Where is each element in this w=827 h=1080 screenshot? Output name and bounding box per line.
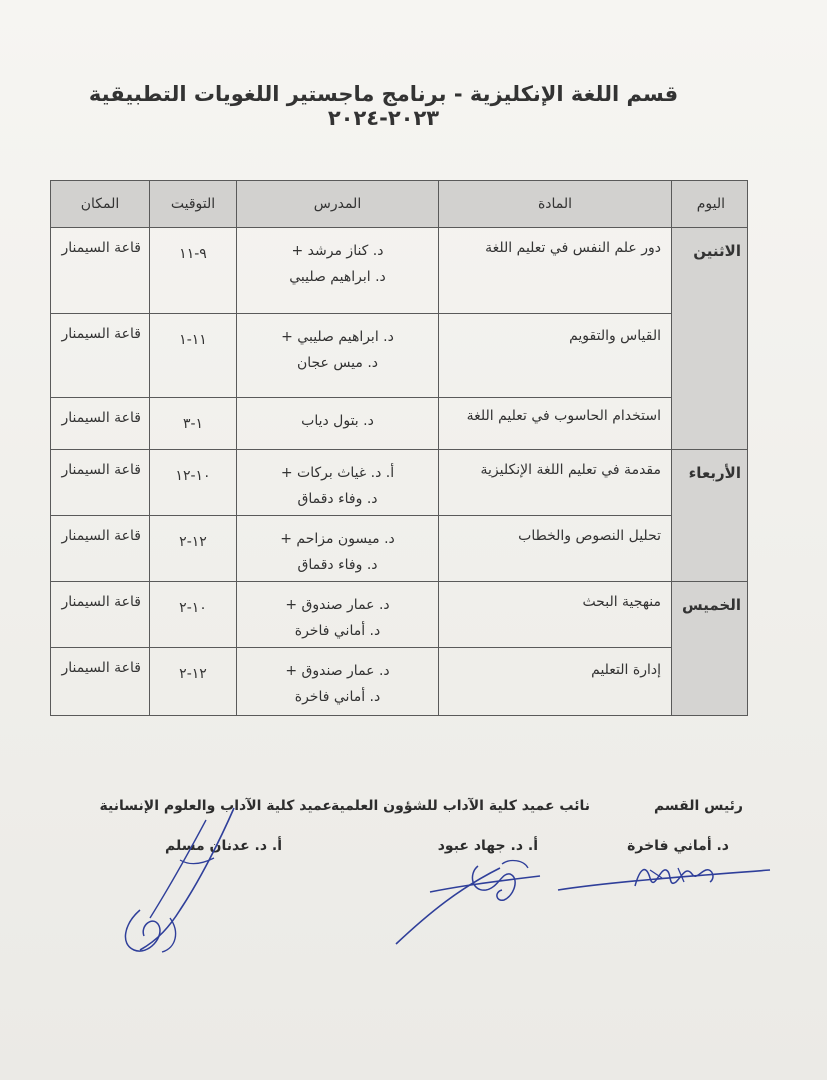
instructor-cell (237, 582, 439, 648)
instructor-line: د. ابراهيم صليبي + (281, 329, 394, 345)
instructor-line: د. عمار صندوق + (285, 663, 390, 679)
instructor-cell (237, 450, 439, 516)
schedule-table (50, 180, 748, 716)
place-cell: قاعة السيمنار (51, 228, 150, 314)
instructor-line: د. ميسون مزاحم + (280, 531, 395, 547)
time-cell: ١٢-٢ (150, 516, 237, 582)
instructor-line: د. وفاء دقماق (297, 491, 378, 507)
table-row (51, 228, 748, 314)
subject-cell: منهجية البحث (439, 582, 672, 648)
place-cell: قاعة السيمنار (51, 314, 150, 398)
head-title: رئيس القسم (653, 798, 743, 814)
subject-cell: تحليل النصوص والخطاب (439, 516, 672, 582)
document-title: قسم اللغة الإنكليزية - برنامج ماجستير اللغويات التطبيقية ٢٠٢٣-٢٠٢٤ (88, 82, 679, 130)
instructor-line: د. أماني فاخرة (294, 623, 381, 639)
time-cell: ١١-١ (150, 314, 237, 398)
instructor-line: د. كناز مرشد + (291, 243, 384, 259)
place-cell: قاعة السيمنار (51, 398, 150, 450)
instructor-line: د. ميس عجان (296, 355, 379, 371)
time-cell: ١-٣ (150, 398, 237, 450)
header-place: المكان (51, 181, 150, 228)
head-name: د. أماني فاخرة (627, 838, 729, 854)
subject-cell: دور علم النفس في تعليم اللغة (439, 228, 672, 314)
vice-dean-title: نائب عميد كلية الآداب للشؤون العلمية (331, 798, 590, 814)
header-instructor: المدرس (237, 181, 439, 228)
place-cell: قاعة السيمنار (51, 450, 150, 516)
place-cell: قاعة السيمنار (51, 516, 150, 582)
day-cell-wednesday: الأربعاء (672, 450, 748, 582)
subject-cell: مقدمة في تعليم اللغة الإنكليزية (439, 450, 672, 516)
place-cell: قاعة السيمنار (51, 582, 150, 648)
instructor-line: د. أماني فاخرة (294, 689, 381, 705)
instructor-cell (237, 398, 439, 450)
subject-cell: القياس والتقويم (439, 314, 672, 398)
instructor-line: أ. د. غياث بركات + (280, 465, 395, 481)
table-row (51, 582, 748, 648)
time-cell: ١٠-٢ (150, 582, 237, 648)
vice-dean-name: أ. د. جهاد عبود (437, 838, 538, 854)
time-cell: ١٠-١٢ (150, 450, 237, 516)
dean-signature-scribble (110, 800, 250, 960)
day-cell-monday: الاثنين (672, 228, 748, 450)
subject-cell: استخدام الحاسوب في تعليم اللغة (439, 398, 672, 450)
table-row (51, 398, 748, 450)
header-subject: المادة (439, 181, 672, 228)
table-row (51, 516, 748, 582)
header-time: التوقيت (150, 181, 237, 228)
head-signature-scribble (550, 848, 780, 898)
instructor-cell (237, 648, 439, 716)
header-day: اليوم (672, 181, 748, 228)
instructor-line: د. بتول دياب (301, 413, 374, 429)
vice-dean-signature-scribble (390, 852, 550, 952)
instructor-cell (237, 516, 439, 582)
table-header-row (51, 181, 748, 228)
time-cell: ١٢-٢ (150, 648, 237, 716)
time-cell: ٩-١١ (150, 228, 237, 314)
dean-title: عميد كلية الآداب والعلوم الإنسانية (99, 798, 332, 814)
table-row (51, 314, 748, 398)
place-cell: قاعة السيمنار (51, 648, 150, 716)
instructor-line: د. وفاء دقماق (297, 557, 378, 573)
day-cell-thursday: الخميس (672, 582, 748, 716)
table-row (51, 648, 748, 716)
dean-name: أ. د. عدنان مسلم (165, 838, 282, 854)
instructor-line: د. ابراهيم صليبي (289, 269, 386, 285)
instructor-cell (237, 314, 439, 398)
instructor-cell (237, 228, 439, 314)
instructor-line: د. عمار صندوق + (285, 597, 390, 613)
table-row (51, 450, 748, 516)
subject-cell: إدارة التعليم (439, 648, 672, 716)
